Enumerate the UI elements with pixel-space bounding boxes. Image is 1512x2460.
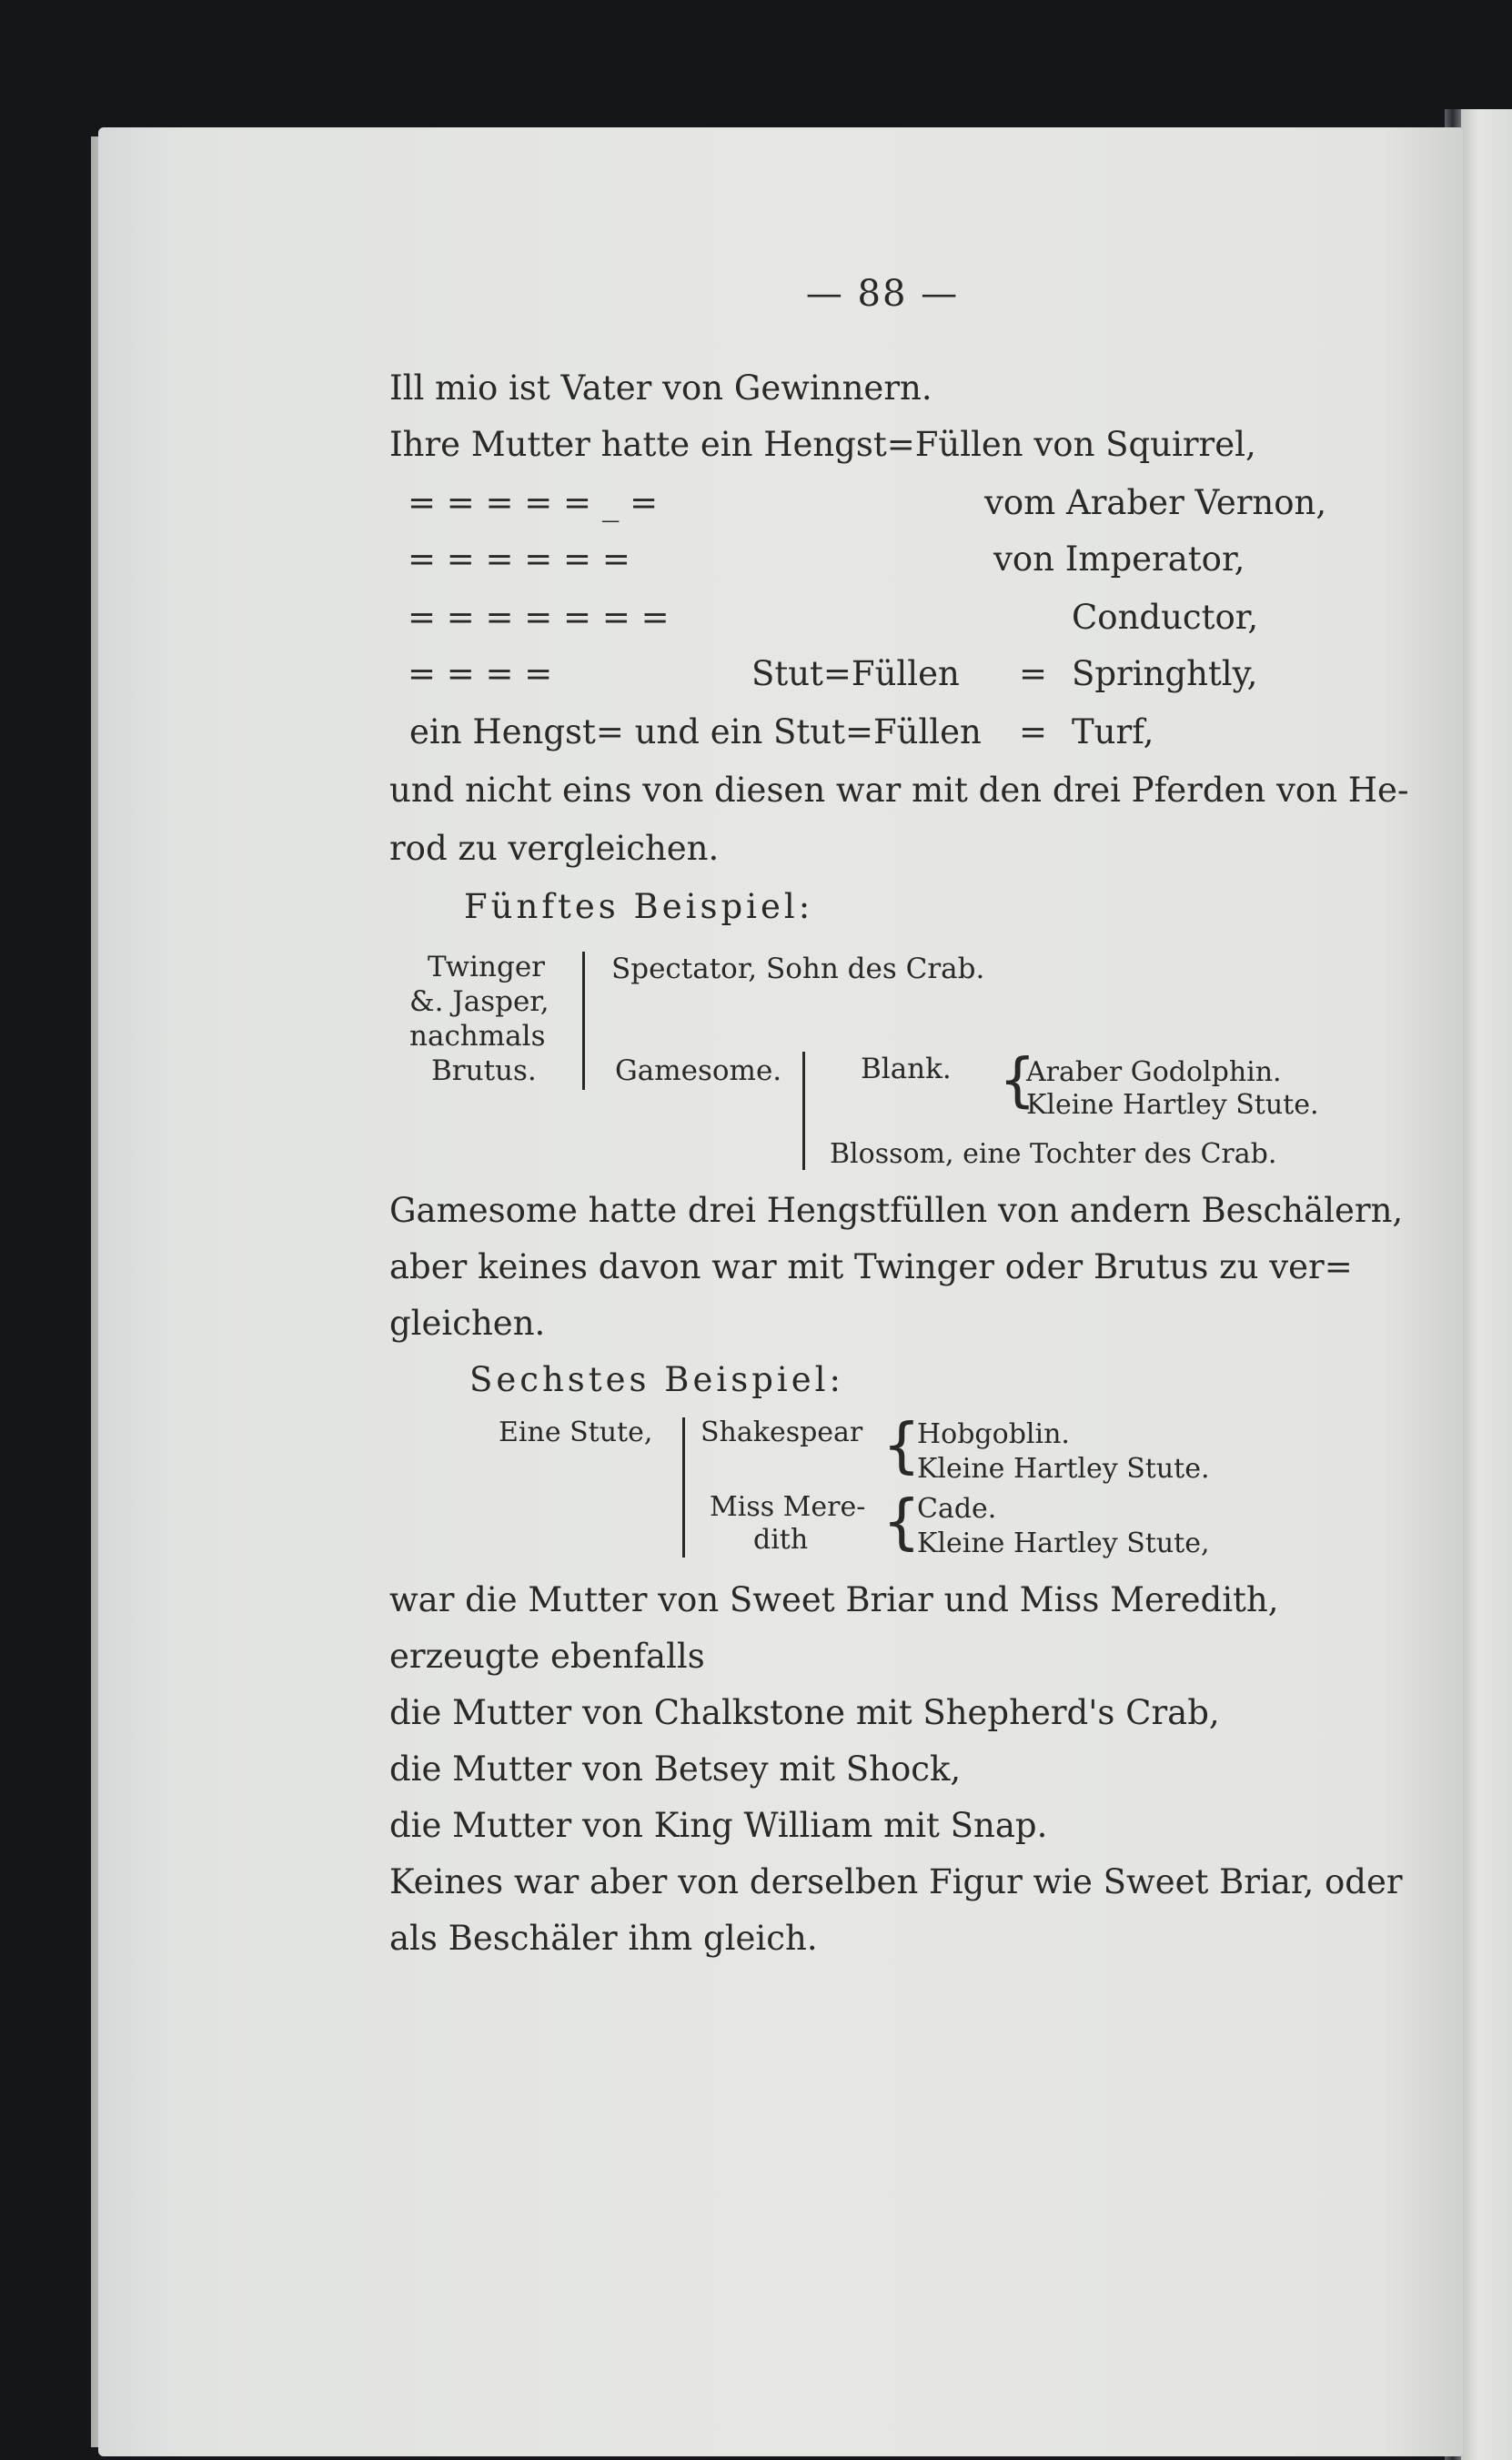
- text-line-8: und nicht eins von diesen war mit den drei Pferden von He-: [389, 771, 1409, 810]
- pedigree-dam-dam: Blossom, eine Tochter des Crab.: [830, 1138, 1277, 1170]
- pedigree-root-1: Twinger: [428, 951, 545, 983]
- text-line-15: die Mutter von Chalkstone mit Shepherd's Crab,: [389, 1693, 1220, 1732]
- pedigree-6-dam-dam: Kleine Hartley Stute,: [917, 1527, 1210, 1559]
- text-line-1: Ill mio ist Vater von Gewinnern.: [389, 368, 932, 408]
- text-line-11: aber keines davon war mit Twinger oder Brutus zu ver=: [389, 1247, 1353, 1286]
- stut-fuellen-label: Stut=Füllen: [751, 654, 960, 693]
- pedigree-6-brace-3: {: [882, 1487, 921, 1557]
- text-line-12: gleichen.: [389, 1304, 546, 1343]
- ditto-marks-6: = = = =: [408, 654, 553, 693]
- pedigree-6-brace-2: {: [882, 1410, 921, 1480]
- text-line-3: vom Araber Vernon,: [984, 483, 1327, 522]
- next-page-edge: [1456, 109, 1512, 2460]
- text-line-7-left: ein Hengst= und ein Stut=Füllen: [409, 712, 982, 751]
- example-6-heading: Sechstes Beispiel:: [469, 1360, 844, 1399]
- pedigree-brace-1: [582, 952, 585, 1090]
- pedigree-dam-sire-sire: Araber Godolphin.: [1026, 1056, 1282, 1088]
- text-line-5: Conductor,: [1072, 598, 1259, 637]
- pedigree-dam-sire: Blank.: [861, 1053, 952, 1085]
- example-5-heading: Fünftes Beispiel:: [464, 887, 814, 926]
- text-line-9: rod zu vergleichen.: [389, 829, 720, 868]
- text-line-6: Springhtly,: [1072, 654, 1258, 693]
- pedigree-6-sire-dam: Kleine Hartley Stute.: [917, 1453, 1210, 1485]
- pedigree-dam: Gamesome.: [615, 1054, 782, 1087]
- page-number: — 88 —: [805, 273, 960, 315]
- ditto-marks-3: = = = = = _ =: [408, 483, 659, 522]
- pedigree-brace-3: {: [999, 1047, 1036, 1114]
- pedigree-sire: Spectator, Sohn des Crab.: [611, 953, 985, 985]
- ditto-marks-5: = = = = = = =: [408, 598, 670, 637]
- text-line-2: Ihre Mutter hatte ein Hengst=Füllen von Squirrel,: [389, 425, 1256, 464]
- pedigree-6-brace-1: [682, 1417, 685, 1558]
- pedigree-dam-sire-dam: Kleine Hartley Stute.: [1026, 1089, 1319, 1121]
- pedigree-root-3: nachmals: [409, 1020, 546, 1053]
- pedigree-6-dam-2: dith: [753, 1524, 809, 1556]
- pedigree-6-root: Eine Stute,: [499, 1417, 653, 1448]
- ditto-marks-4: = = = = = =: [408, 539, 630, 579]
- text-line-14: erzeugte ebenfalls: [389, 1637, 705, 1676]
- page: [98, 127, 1463, 2456]
- text-line-18: Keines war aber von derselben Figur wie Sweet Briar, oder: [389, 1862, 1403, 1901]
- ditto-mark-6b: =: [1019, 654, 1048, 693]
- pedigree-6-sire-sire: Hobgoblin.: [917, 1418, 1070, 1450]
- pedigree-root-2: &. Jasper,: [409, 985, 549, 1018]
- text-line-4: von Imperator,: [993, 539, 1245, 579]
- pedigree-brace-2: [802, 1052, 805, 1170]
- pedigree-6-sire: Shakespear: [701, 1417, 863, 1448]
- text-line-10: Gamesome hatte drei Hengstfüllen von andern Beschälern,: [389, 1191, 1404, 1230]
- pedigree-6-dam-1: Miss Mere-: [710, 1491, 866, 1523]
- text-line-13: war die Mutter von Sweet Briar und Miss Meredith,: [389, 1580, 1279, 1619]
- pedigree-root-4: Brutus.: [431, 1054, 537, 1087]
- text-line-16: die Mutter von Betsey mit Shock,: [389, 1749, 962, 1789]
- text-line-7: Turf,: [1072, 712, 1154, 751]
- text-line-19: als Beschäler ihm gleich.: [389, 1919, 818, 1958]
- ditto-mark-7: =: [1019, 712, 1048, 751]
- pedigree-6-dam-sire: Cade.: [917, 1493, 997, 1525]
- text-line-17: die Mutter von King William mit Snap.: [389, 1806, 1048, 1845]
